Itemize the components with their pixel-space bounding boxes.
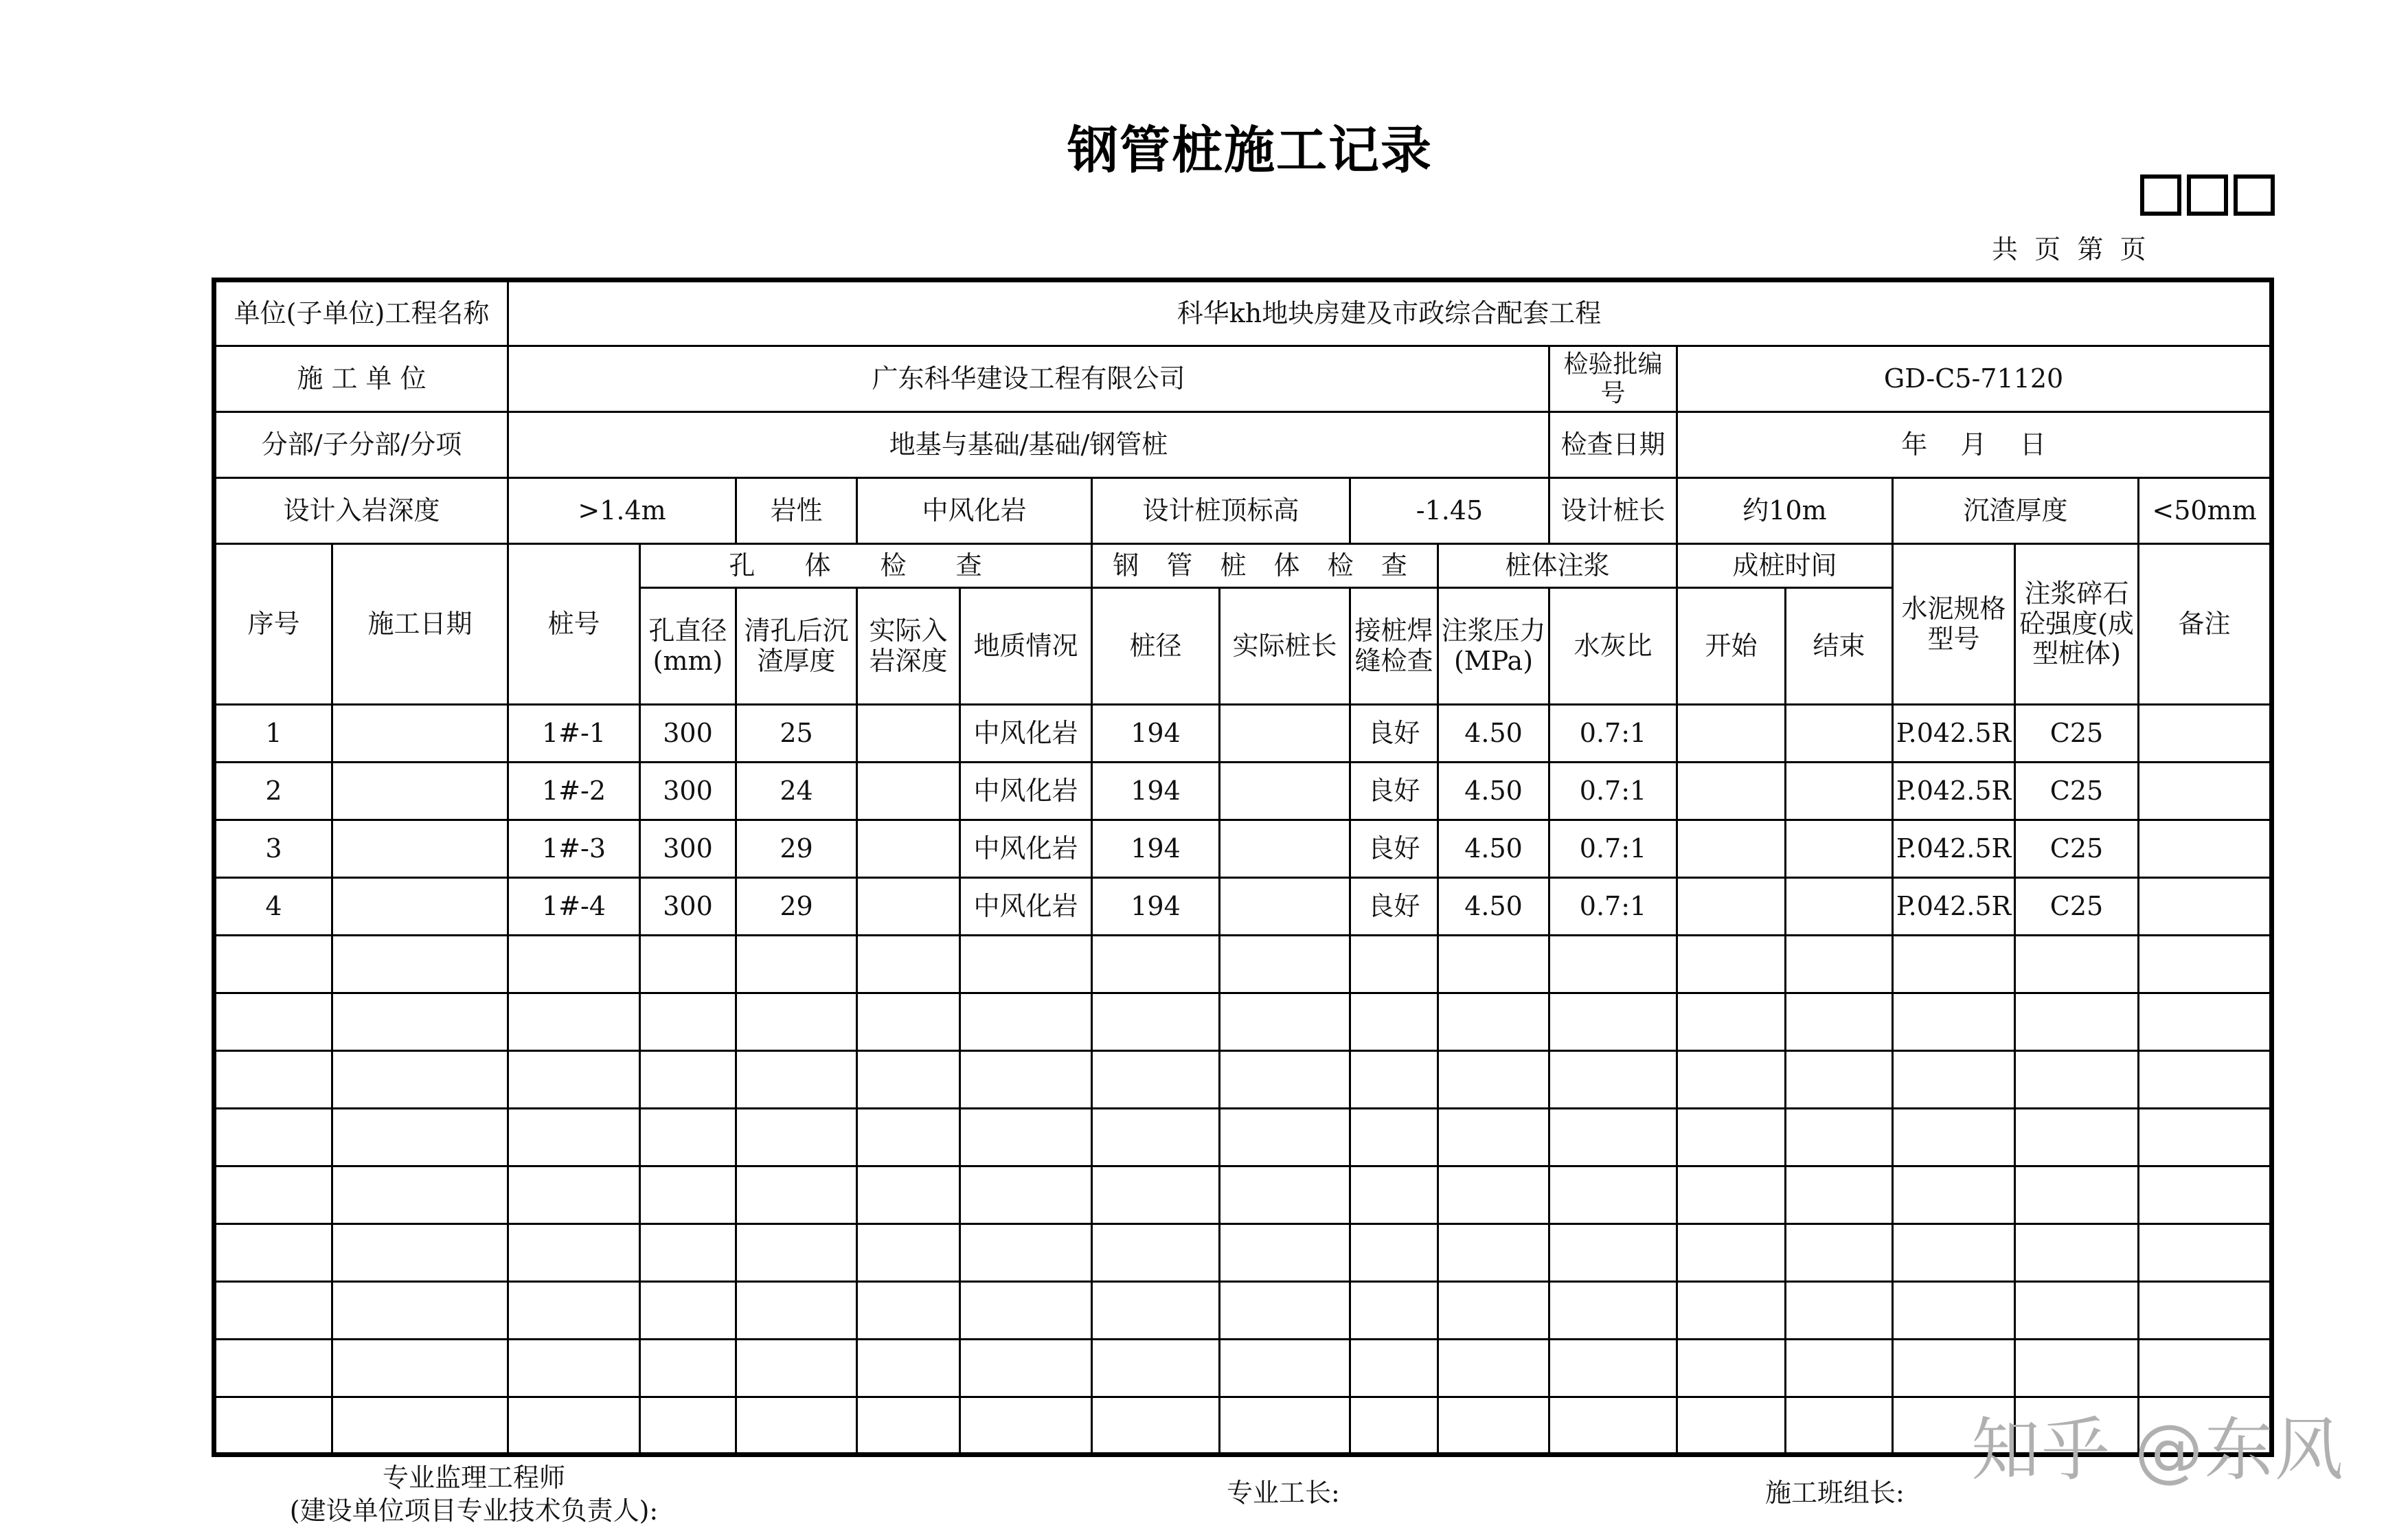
col-actual-length: 实际桩长 xyxy=(1220,588,1350,705)
sediment-label: 沉渣厚度 xyxy=(1893,478,2139,544)
cell-pile-diameter[interactable]: 194 xyxy=(1092,705,1220,763)
rock-depth-label: 设计入岩深度 xyxy=(214,478,508,544)
cell-strength[interactable]: C25 xyxy=(2015,878,2139,936)
cell-hole-diameter[interactable]: 300 xyxy=(640,763,736,820)
table-row xyxy=(214,705,2272,763)
supervisor-line1: 专业监理工程师 xyxy=(382,1463,565,1493)
cell-date[interactable] xyxy=(332,820,508,878)
number-box[interactable] xyxy=(2140,174,2181,216)
col-end: 结束 xyxy=(1786,588,1893,705)
cell-start[interactable] xyxy=(1677,878,1786,936)
design-row xyxy=(214,478,2272,544)
cell-actual-length[interactable] xyxy=(1220,705,1350,763)
cell-remarks[interactable] xyxy=(2139,763,2272,820)
cell-sediment[interactable]: 29 xyxy=(736,820,857,878)
cell-actual-length[interactable] xyxy=(1220,763,1350,820)
empty-row[interactable] xyxy=(214,1340,2272,1397)
rock-type-label: 岩性 xyxy=(736,478,857,544)
table-row xyxy=(214,820,2272,878)
col-date: 施工日期 xyxy=(332,544,508,705)
foreman-signature: 专业工长: xyxy=(1227,1478,1340,1508)
cell-pile-no[interactable]: 1#-3 xyxy=(508,820,640,878)
cell-pile-diameter[interactable]: 194 xyxy=(1092,878,1220,936)
cell-cement[interactable]: P.042.5R xyxy=(1893,705,2015,763)
empty-row[interactable] xyxy=(214,1282,2272,1340)
cell-date[interactable] xyxy=(332,763,508,820)
col-sediment-after: 清孔后沉渣厚度 xyxy=(736,588,857,705)
rock-type-value[interactable]: 中风化岩 xyxy=(857,478,1092,544)
col-group-grout: 桩体注浆 xyxy=(1438,544,1677,588)
cell-cement[interactable]: P.042.5R xyxy=(1893,878,2015,936)
division-row xyxy=(214,412,2272,478)
cell-hole-diameter[interactable]: 300 xyxy=(640,820,736,878)
cell-weld[interactable]: 良好 xyxy=(1350,878,1438,936)
table-row xyxy=(214,763,2272,820)
col-start: 开始 xyxy=(1677,588,1786,705)
col-hole-diameter: 孔直径(mm) xyxy=(640,588,736,705)
col-weld-check: 接桩焊缝检查 xyxy=(1350,588,1438,705)
cell-date[interactable] xyxy=(332,878,508,936)
cell-pressure[interactable]: 4.50 xyxy=(1438,763,1549,820)
project-value[interactable]: 科华kh地块房建及市政综合配套工程 xyxy=(508,280,2272,346)
project-label: 单位(子单位)工程名称 xyxy=(214,280,508,346)
cell-sediment[interactable]: 24 xyxy=(736,763,857,820)
empty-row[interactable] xyxy=(214,1051,2272,1109)
cell-hole-diameter[interactable]: 300 xyxy=(640,878,736,936)
cell-seq[interactable]: 4 xyxy=(214,878,332,936)
col-actual-rock: 实际入岩深度 xyxy=(857,588,960,705)
col-geology: 地质情况 xyxy=(960,588,1092,705)
empty-row[interactable] xyxy=(214,1109,2272,1166)
cell-pressure[interactable]: 4.50 xyxy=(1438,705,1549,763)
col-grout-strength: 注浆碎石砼强度(成型桩体) xyxy=(2015,544,2139,705)
col-grout-pressure: 注浆压力(MPa) xyxy=(1438,588,1549,705)
cell-start[interactable] xyxy=(1677,763,1786,820)
pile-record-table xyxy=(212,278,2274,1457)
col-pile-diameter: 桩径 xyxy=(1092,588,1220,705)
rock-depth-value[interactable]: >1.4m xyxy=(508,478,736,544)
cell-pressure[interactable]: 4.50 xyxy=(1438,820,1549,878)
number-box[interactable] xyxy=(2234,174,2275,216)
supervisor-signature xyxy=(261,1462,687,1527)
pile-len-label: 设计桩长 xyxy=(1549,478,1677,544)
contractor-value[interactable]: 广东科华建设工程有限公司 xyxy=(508,346,1549,412)
cell-seq[interactable]: 2 xyxy=(214,763,332,820)
cell-strength[interactable]: C25 xyxy=(2015,705,2139,763)
cell-pile-no[interactable]: 1#-1 xyxy=(508,705,640,763)
cell-ratio[interactable]: 0.7:1 xyxy=(1549,820,1677,878)
cell-strength[interactable]: C25 xyxy=(2015,820,2139,878)
contractor-row xyxy=(214,346,2272,412)
cell-pile-no[interactable]: 1#-2 xyxy=(508,763,640,820)
cell-strength[interactable]: C25 xyxy=(2015,763,2139,820)
cell-ratio[interactable]: 0.7:1 xyxy=(1549,763,1677,820)
check-date-value[interactable]: 年 月 日 xyxy=(1677,412,2272,478)
cell-weld[interactable]: 良好 xyxy=(1350,820,1438,878)
page-count: 共 页 第 页 xyxy=(1992,234,2146,264)
cell-weld[interactable]: 良好 xyxy=(1350,763,1438,820)
cell-seq[interactable]: 3 xyxy=(214,820,332,878)
column-group-header xyxy=(214,544,2272,588)
cell-ratio[interactable]: 0.7:1 xyxy=(1549,878,1677,936)
top-elev-value[interactable]: -1.45 xyxy=(1350,478,1549,544)
page-title: 钢管桩施工记录 xyxy=(1067,121,1433,180)
cell-actual-length[interactable] xyxy=(1220,820,1350,878)
cell-geology[interactable]: 中风化岩 xyxy=(960,705,1092,763)
supervisor-line2: (建设单位项目专业技术负责人): xyxy=(289,1495,659,1526)
col-group-hole: 孔 体 检 查 xyxy=(640,544,1092,588)
cell-end[interactable] xyxy=(1786,705,1893,763)
cell-pressure[interactable]: 4.50 xyxy=(1438,878,1549,936)
cell-pile-no[interactable]: 1#-4 xyxy=(508,878,640,936)
cell-actual-rock[interactable] xyxy=(857,705,960,763)
cell-end[interactable] xyxy=(1786,763,1893,820)
empty-row[interactable] xyxy=(214,1397,2272,1455)
cell-sediment[interactable]: 25 xyxy=(736,705,857,763)
empty-row[interactable] xyxy=(214,1166,2272,1224)
record-number-boxes xyxy=(2140,174,2280,216)
cell-end[interactable] xyxy=(1786,878,1893,936)
project-row xyxy=(214,280,2272,346)
cell-actual-length[interactable] xyxy=(1220,878,1350,936)
sediment-value[interactable]: <50mm xyxy=(2139,478,2272,544)
cell-start[interactable] xyxy=(1677,705,1786,763)
batch-value[interactable]: GD-C5-71120 xyxy=(1677,346,2272,412)
col-cement-spec: 水泥规格型号 xyxy=(1893,544,2015,705)
col-group-time: 成桩时间 xyxy=(1677,544,1893,588)
cell-start[interactable] xyxy=(1677,820,1786,878)
top-elev-label: 设计桩顶标高 xyxy=(1092,478,1350,544)
cell-geology[interactable]: 中风化岩 xyxy=(960,763,1092,820)
table-row xyxy=(214,878,2272,936)
col-seq: 序号 xyxy=(214,544,332,705)
watermark: 知乎 @东风 xyxy=(1971,1410,2345,1490)
cell-date[interactable] xyxy=(332,705,508,763)
division-label: 分部/子分部/分项 xyxy=(214,412,508,478)
check-date-label: 检查日期 xyxy=(1549,412,1677,478)
cell-ratio[interactable]: 0.7:1 xyxy=(1549,705,1677,763)
cell-pile-diameter[interactable]: 194 xyxy=(1092,763,1220,820)
empty-row[interactable] xyxy=(214,936,2272,993)
col-wc-ratio: 水灰比 xyxy=(1549,588,1677,705)
cell-remarks[interactable] xyxy=(2139,820,2272,878)
cell-actual-rock[interactable] xyxy=(857,820,960,878)
cell-cement[interactable]: P.042.5R xyxy=(1893,763,2015,820)
cell-seq[interactable]: 1 xyxy=(214,705,332,763)
contractor-label: 施 工 单 位 xyxy=(214,346,508,412)
cell-actual-rock[interactable] xyxy=(857,878,960,936)
col-group-steel: 钢 管 桩 体 检 查 xyxy=(1092,544,1438,588)
empty-row[interactable] xyxy=(214,993,2272,1051)
empty-row[interactable] xyxy=(214,1224,2272,1282)
team-leader-signature: 施工班组长: xyxy=(1765,1478,1905,1508)
cell-end[interactable] xyxy=(1786,820,1893,878)
cell-geology[interactable]: 中风化岩 xyxy=(960,878,1092,936)
cell-weld[interactable]: 良好 xyxy=(1350,705,1438,763)
cell-sediment[interactable]: 29 xyxy=(736,878,857,936)
cell-cement[interactable]: P.042.5R xyxy=(1893,820,2015,878)
cell-remarks[interactable] xyxy=(2139,878,2272,936)
cell-geology[interactable]: 中风化岩 xyxy=(960,820,1092,878)
division-value[interactable]: 地基与基础/基础/钢管桩 xyxy=(508,412,1549,478)
pile-len-value[interactable]: 约10m xyxy=(1677,478,1893,544)
cell-actual-rock[interactable] xyxy=(857,763,960,820)
cell-pile-diameter[interactable]: 194 xyxy=(1092,820,1220,878)
col-pile-no: 桩号 xyxy=(508,544,640,705)
cell-hole-diameter[interactable]: 300 xyxy=(640,705,736,763)
number-box[interactable] xyxy=(2187,174,2228,216)
cell-remarks[interactable] xyxy=(2139,705,2272,763)
col-remarks: 备注 xyxy=(2139,544,2272,705)
batch-label: 检验批编号 xyxy=(1549,346,1677,412)
